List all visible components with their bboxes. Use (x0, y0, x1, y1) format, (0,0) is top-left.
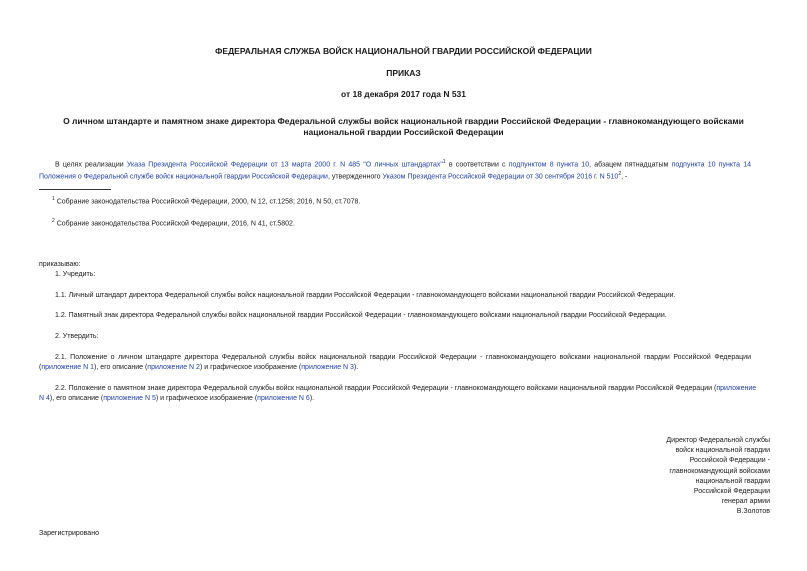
signatory-name: В.Золотов (736, 508, 770, 516)
document-title-line1: О личном штандарте и памятном знаке директора Федеральной службы войск национальной гвардии Российской Федерации - главнокомандующего войсками (63, 116, 744, 126)
appendix-1-link[interactable]: приложение N 1 (41, 364, 94, 371)
clause-text: 2.2. Положение о памятном знаке директора Федеральной службы войск национальной гвардии Российской Федерации - главнокомандующего войсками национальной гвардии Российской Федерации ( (55, 385, 717, 392)
signature-line: Директор Федеральной службы (666, 437, 770, 444)
footnote-mark: 1 (52, 196, 55, 202)
preamble-text: В целях реализации (55, 161, 127, 169)
footnote-ref-2[interactable]: 2 (618, 171, 622, 177)
registered-label: Зарегистрировано (39, 530, 99, 537)
document-date-number: от 18 декабря 2017 года N 531 (340, 89, 467, 99)
clause-text: ( (39, 364, 42, 371)
decree-510-link[interactable]: Указом Президента Российской Федерации от 30 сентября 2016 г. N 510 (382, 173, 619, 181)
signature-block (630, 436, 770, 518)
clause-text: ). (353, 364, 359, 371)
footnote-text: Собрание законодательства Российской Федерации, 2000, N 12, ст.1258; 2016, N 50, ст.7078. (54, 198, 361, 206)
clause-text: ) и графическое изображение ( (199, 364, 302, 371)
signature-line: Российской Федерации - (689, 457, 770, 465)
document-title-line2: национальной гвардии Российской Федерации (303, 127, 504, 137)
clause-1-1: 1.1. Личный штандарт директора Федеральной службы войск национальной гвардии Российской Федерации - главнокомандующего войсками национальной гвардии Российской Федерации. (55, 292, 676, 299)
preamble-text: , - (621, 173, 628, 181)
clause-text: ), его описание ( (94, 364, 148, 371)
subclause-10-link[interactable]: подпункта 10 пункта 14 (671, 161, 751, 169)
agency-name: ФЕДЕРАЛЬНАЯ СЛУЖБА ВОЙСК НАЦИОНАЛЬНОЙ ГВАРДИИ РОССИЙСКОЙ ФЕДЕРАЦИИ (215, 46, 592, 56)
regulation-link[interactable]: Положения о Федеральной службе войск национальной гвардии Российской Федерации (39, 173, 328, 181)
preamble-text: , утвержденного (327, 173, 383, 181)
clause-2-1-line1 (39, 353, 751, 363)
decree-485-link[interactable]: Указа Президента Российской Федерации от 13 марта 2000 г. N 485 "О личных штандартах" (126, 161, 443, 169)
appendix-6-link[interactable]: приложение N 6 (257, 395, 310, 402)
appendix-5-link[interactable]: приложение N 5 (103, 395, 156, 402)
signature-line: Российской Федерации (693, 488, 770, 496)
appendix-4-link[interactable]: N 4 (39, 395, 50, 402)
clause-2-1-line2 (39, 363, 358, 373)
preamble-text: в соответствии с (445, 161, 509, 169)
clause-text: ) и графическое изображение ( (155, 395, 258, 402)
clause-1: 1. Учредить: (55, 271, 96, 278)
preamble-line2 (39, 169, 627, 182)
signature-line: войск национальной гвардии (675, 447, 770, 455)
footnote-mark: 2 (52, 218, 55, 224)
signature-line: национальной гвардии (695, 477, 770, 485)
appendix-2-link[interactable]: приложение N 2 (147, 364, 200, 371)
clause-text: ), его описание ( (49, 395, 104, 402)
clause-2-2-line2 (39, 394, 314, 404)
order-word: приказываю: (39, 261, 81, 268)
footnote-ref-1[interactable]: 1 (442, 159, 446, 165)
subclause-8-link[interactable]: подпунктом 8 пункта 10 (508, 161, 590, 169)
signature-line: генерал армии (721, 498, 770, 506)
clause-text: 2.1. Положение о личном штандарте директора Федеральной службы войск национальной гвардии Российской Федерации - главнокомандующего войсками национальной гвардии Российской Федерации (55, 354, 751, 361)
appendix-4-link[interactable]: приложение (716, 385, 757, 392)
footnote-2 (52, 216, 295, 229)
footnote-1 (52, 194, 360, 207)
signature-line: главнокомандующий войсками (669, 467, 770, 475)
footnote-divider (39, 189, 111, 190)
appendix-3-link[interactable]: приложение N 3 (301, 364, 354, 371)
clause-2-2-line1 (39, 384, 757, 394)
document-type: ПРИКАЗ (386, 68, 421, 78)
clause-1-2: 1.2. Памятный знак директора Федеральной службы войск национальной гвардии Российской Федерации - главнокомандующего войсками национальной гвардии Российской Федерации. (55, 312, 667, 319)
clause-2: 2. Утвердить: (55, 333, 99, 340)
preamble-text: , абзацем пятнадцатым (589, 161, 672, 169)
clause-text: ). (309, 395, 315, 402)
footnote-text: Собрание законодательства Российской Федерации, 2016, N 41, ст.5802. (54, 220, 295, 228)
